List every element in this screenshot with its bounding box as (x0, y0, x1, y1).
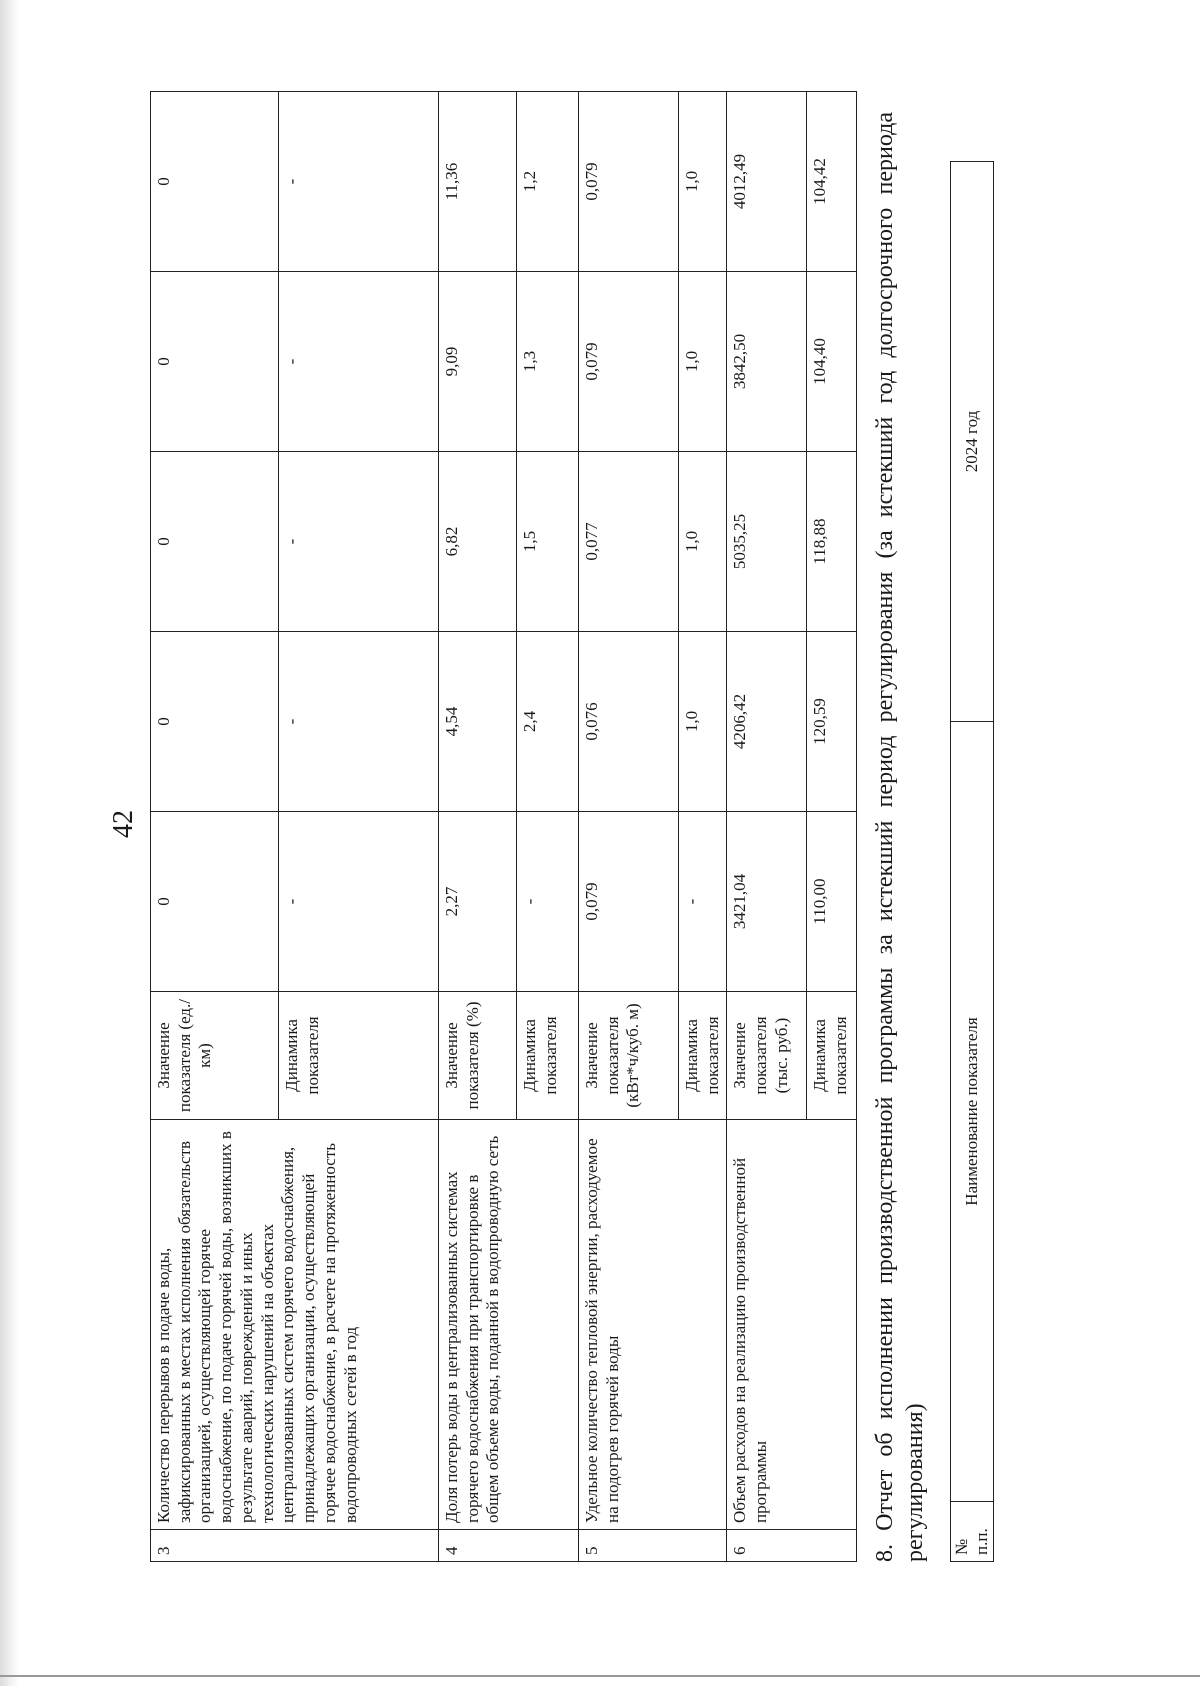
row-number: 5 (579, 1530, 727, 1562)
value-cell: 104,42 (807, 92, 857, 272)
value-cell: - (279, 272, 439, 452)
value-cell: 0,079 (579, 812, 679, 992)
value-cell: 1,0 (679, 92, 727, 272)
value-cell: 1,5 (517, 452, 579, 632)
value-cell: 4012,49 (727, 92, 807, 272)
value-cell: 0,079 (579, 92, 679, 272)
rotated-content (150, 82, 1110, 1562)
section-heading: 8. Отчет об исполнении производственной программы за истекший период регулирования (за истекший год долгосрочного периода регулирования) (872, 112, 928, 1562)
indicator-name: Удельное количество тепловой энергии, расходуемое на подогрев горячей воды (579, 1120, 727, 1530)
value-cell: - (279, 92, 439, 272)
value-cell: 2,27 (439, 812, 517, 992)
indicator-label: Значение показателя (%) (439, 992, 517, 1120)
value-cell: 6,82 (439, 452, 517, 632)
value-cell: 2,4 (517, 632, 579, 812)
value-cell: 5035,25 (727, 452, 807, 632)
indicator-label: Динамика показателя (517, 992, 579, 1120)
value-cell: 0 (151, 632, 279, 812)
value-cell: 4,54 (439, 632, 517, 812)
bottom-rule (0, 1675, 1200, 1677)
col-number-header: № п.п. (951, 1502, 994, 1562)
row-number: 4 (439, 1530, 579, 1562)
value-cell: 4206,42 (727, 632, 807, 812)
value-cell: 104,40 (807, 272, 857, 452)
value-cell: 1,3 (517, 272, 579, 452)
report-table-header (950, 161, 994, 1562)
page-number: 42 (108, 810, 139, 838)
indicator-label: Динамика показателя (679, 992, 727, 1120)
value-cell: 9,09 (439, 272, 517, 452)
value-cell: 110,00 (807, 812, 857, 992)
value-cell: - (279, 812, 439, 992)
value-cell: - (279, 632, 439, 812)
value-cell: 0,079 (579, 272, 679, 452)
row-number: 3 (151, 1530, 439, 1562)
value-cell: 0,076 (579, 632, 679, 812)
table-header-row (951, 162, 994, 1562)
scan-edge (0, 0, 20, 1686)
indicator-label: Динамика показателя (807, 992, 857, 1120)
col-year-header: 2024 год (951, 162, 994, 722)
value-cell: 0 (151, 272, 279, 452)
value-cell: - (279, 452, 439, 632)
value-cell: - (517, 812, 579, 992)
value-cell: 3842,50 (727, 272, 807, 452)
value-cell: 118,88 (807, 452, 857, 632)
value-cell: 0 (151, 812, 279, 992)
indicator-name: Количество перерывов в подаче воды, зафиксированных в местах исполнения обязательств организацией, осуществляющей горячее водоснабжение, по подаче горячей воды, возникших в результате аварий, повреждений и иных технологических нарушений на объектах централизованных систем горячего водоснабжения, принадлежащих организации, осуществляющей горячее водоснабжение, в расчете на протяженность водопроводных сетей в год (151, 1120, 439, 1530)
value-cell: 120,59 (807, 632, 857, 812)
value-cell: 0,077 (579, 452, 679, 632)
indicator-name: Доля потерь воды в централизованных системах горячего водоснабжения при транспортировке в общем объеме воды, поданной в водопроводную сеть (439, 1120, 579, 1530)
table-row (579, 92, 679, 1562)
col-name-header: Наименование показателя (951, 722, 994, 1502)
value-cell: 1,0 (679, 452, 727, 632)
value-cell: 0 (151, 452, 279, 632)
value-cell: 3421,04 (727, 812, 807, 992)
table-row (439, 92, 517, 1562)
value-cell: 1,0 (679, 272, 727, 452)
table-row (727, 92, 807, 1562)
indicator-label: Значение показателя (ед./км) (151, 992, 279, 1120)
indicators-table (150, 91, 857, 1562)
value-cell: 11,36 (439, 92, 517, 272)
indicator-name: Объем расходов на реализацию производственной программы (727, 1120, 857, 1530)
table-row (151, 92, 279, 1562)
indicator-label: Динамика показателя (279, 992, 439, 1120)
row-number: 6 (727, 1530, 857, 1562)
indicator-label: Значение показателя (кВт*ч/куб. м) (579, 992, 679, 1120)
value-cell: - (679, 812, 727, 992)
value-cell: 1,2 (517, 92, 579, 272)
value-cell: 1,0 (679, 632, 727, 812)
indicator-label: Значение показателя (тыс. руб.) (727, 992, 807, 1120)
value-cell: 0 (151, 92, 279, 272)
